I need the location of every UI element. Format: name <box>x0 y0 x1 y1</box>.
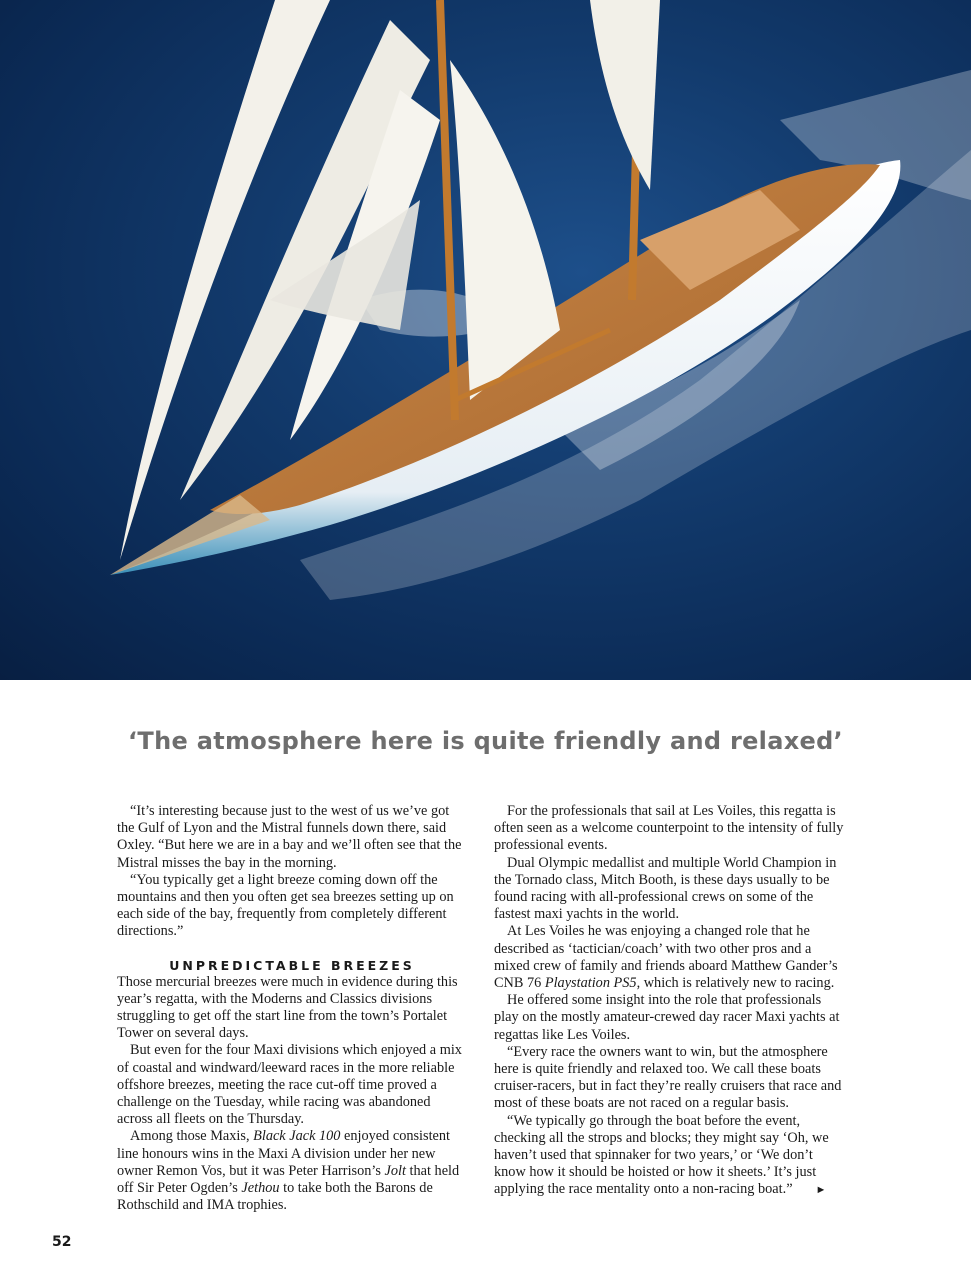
paragraph: Those mercurial breezes were much in evidence during this year’s regatta, with the Moderns and Classics divisions struggling to get off the start line from the town’s Portalet Tower on several days. <box>117 973 458 1042</box>
paragraph: He offered some insight into the role that professionals play on the mostly amateur-crewed day racer Maxi yachts at regattas like Les Voiles. <box>494 992 840 1043</box>
paragraph: But even for the four Maxi divisions which enjoyed a mix of coastal and windward/leeward races in the more reliable offshore breezes, meeting the race cut-off time proved a challenge on the Tuesday, while racing was abandoned across all fleets on the Thursday. <box>117 1042 462 1128</box>
paragraph: Among those Maxis, Black Jack 100 enjoyed consistent line honours wins in the Maxi A division under her new owner Remon Vos, but it was Peter Harrison’s Jolt that held off Sir Peter Ogden’s Jethou to take both the Barons de Rothschild and IMA trophies. <box>117 1128 460 1214</box>
paragraph: Dual Olympic medallist and multiple World Champion in the Tornado class, Mitch Booth, is these days usually to be found racing with all-professional crews on some of the fastest maxi yachts in the world. <box>494 854 837 923</box>
boat-name: Jolt <box>384 1162 406 1179</box>
boat-name: Jethou <box>241 1180 280 1197</box>
page-number: 52 <box>52 1234 72 1250</box>
end-of-article-icon: ► <box>815 1184 827 1197</box>
paragraph: “You typically get a light breeze coming down off the mountains and then you often get sea breezes setting up on each side of the bay, frequently from completely different directions.” <box>117 871 454 940</box>
section-subheading: UNPREDICTABLE BREEZES <box>169 957 415 973</box>
boat-name: Playstation PS5 <box>544 975 637 992</box>
paragraph: “We typically go through the boat before the event, checking all the strops and blocks; they might say ‘Oh, we haven’t used that spinnaker for two years,’ or ‘We don’t know how it should be hoisted or how it sheets.’ It’s just applying the race mentality onto a non-racing boat.” ► <box>494 1113 844 1200</box>
paragraph: For the professionals that sail at Les Voiles, this regatta is often seen as a welcome counterpoint to the intensity of fully professional events. <box>494 803 844 854</box>
article-column-right <box>494 803 844 1200</box>
paragraph: At Les Voiles he was enjoying a changed role that he described as ‘tactician/coach’ with two other pros and a mixed crew of family and friends aboard Matthew Gander’s CNB 76 Playstation PS5, which is relatively new to racing. <box>494 923 838 992</box>
boat-name: Black Jack 100 <box>253 1128 341 1145</box>
paragraph: “Every race the owners want to win, but the atmosphere here is quite friendly and relaxed too. We call these boats cruiser-racers, but in fact they’re really cruisers that race and most of these boats are not raced on a regular basis. <box>494 1043 842 1112</box>
pull-quote: ‘The atmosphere here is quite friendly and relaxed’ <box>128 727 843 755</box>
article-column-left <box>117 803 467 1214</box>
paragraph: “It’s interesting because just to the west of us we’ve got the Gulf of Lyon and the Mistral funnels down there, said Oxley. “But here we are in a bay and we’ll often see that the Mistral misses the bay in the morning. <box>117 803 462 871</box>
